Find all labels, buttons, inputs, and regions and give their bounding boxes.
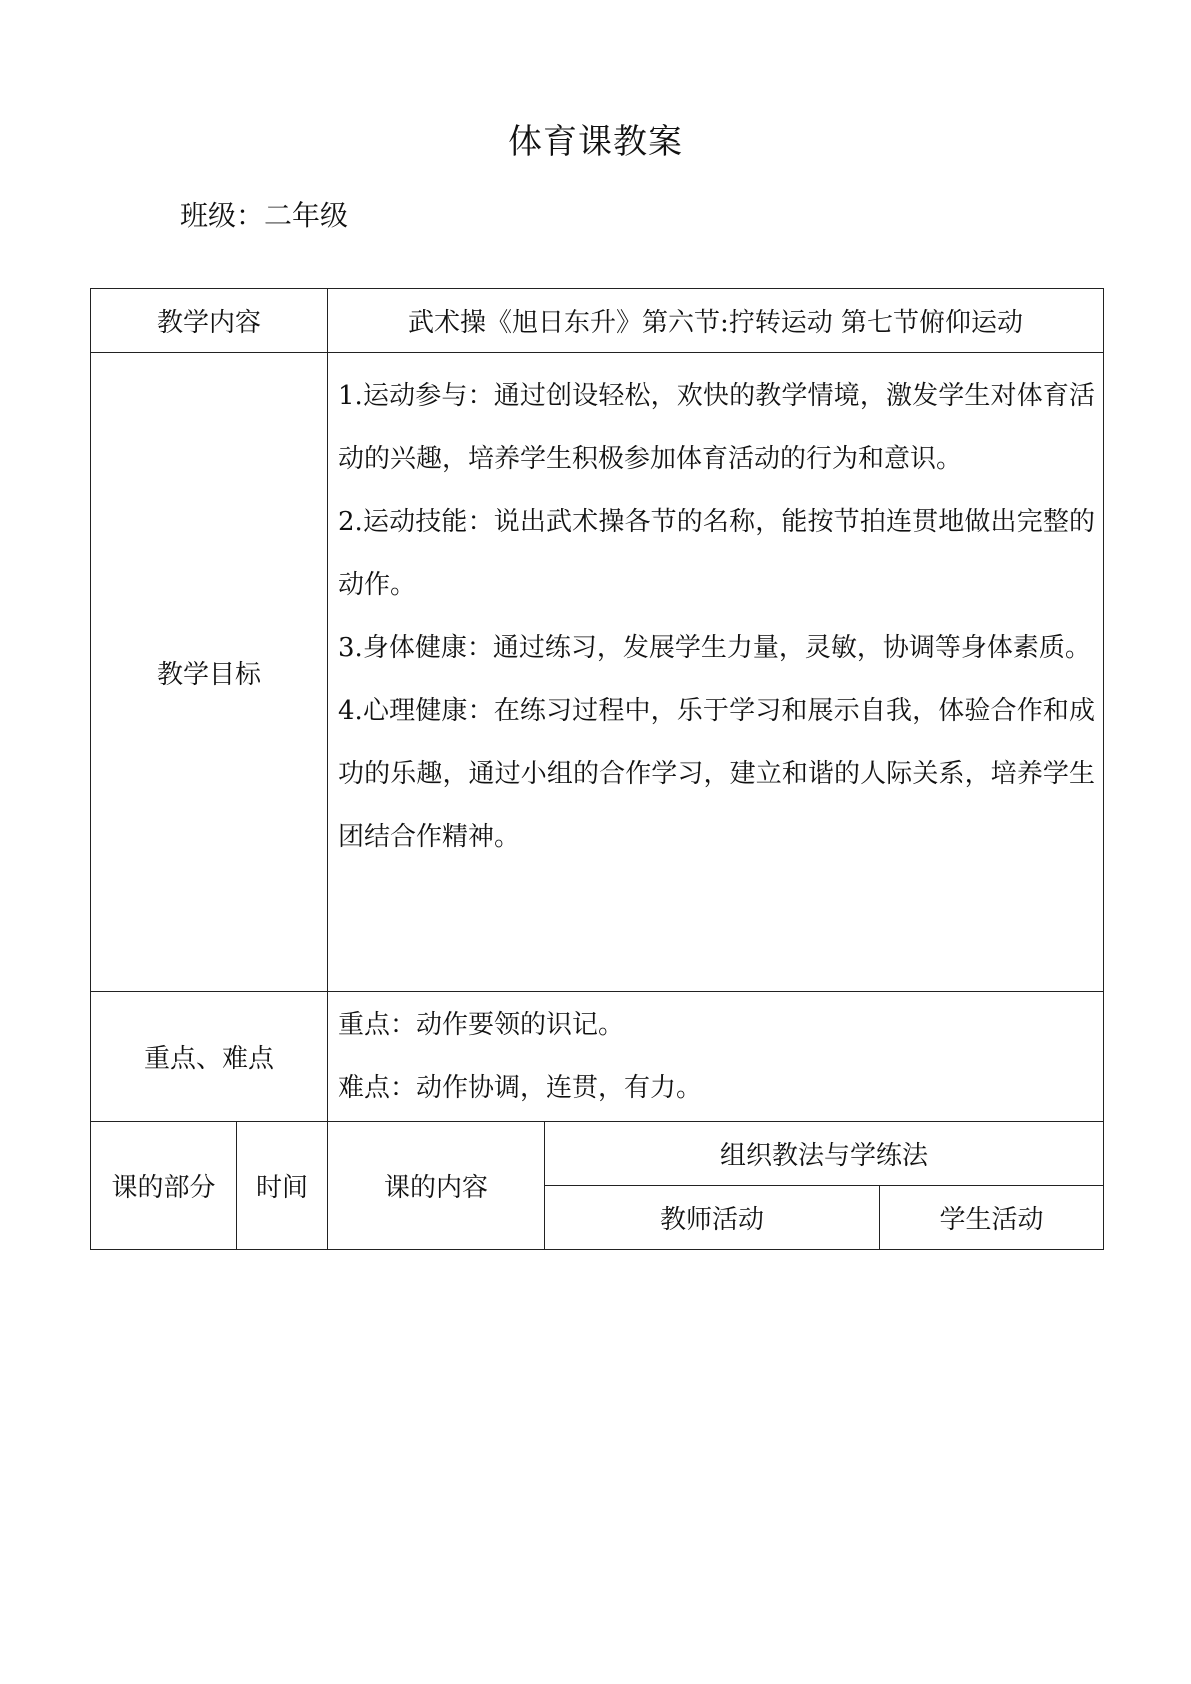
teaching-goals-row	[91, 353, 1104, 992]
header-methods: 组织教法与学练法	[545, 1122, 1104, 1186]
header-student-activity: 学生活动	[880, 1186, 1104, 1250]
lesson-header-row	[91, 1122, 1104, 1186]
teaching-goals-label: 教学目标	[91, 353, 328, 992]
document-title: 体育课教案	[508, 122, 683, 162]
goal-physical-health: 3.身体健康：通过练习，发展学生力量，灵敏，协调等身体素质。	[338, 633, 1091, 663]
teaching-content-value: 武术操《旭日东升》第六节:拧转运动 第七节俯仰运动	[328, 289, 1104, 353]
header-lesson-part: 课的部分	[91, 1122, 237, 1250]
goal-skills: 2.运动技能：说出武术操各节的名称，能按节拍连贯地做出完整的动作。	[338, 507, 1096, 600]
class-grade-line: 班级：二年级	[180, 199, 349, 232]
key-difficult-row	[91, 992, 1104, 1122]
goal-participation: 1.运动参与：通过创设轻松，欢快的教学情境，激发学生对体育活动的兴趣，培养学生积极参加体育活动的行为和意识。	[338, 381, 1096, 474]
header-time: 时间	[237, 1122, 328, 1250]
key-point: 重点：动作要领的识记。	[338, 1010, 625, 1040]
goal-mental-health: 4.心理健康：在练习过程中，乐于学习和展示自我，体验合作和成功的乐趣，通过小组的合作学习，建立和谐的人际关系，培养学生团结合作精神。	[338, 696, 1096, 852]
difficult-point: 难点：动作协调，连贯，有力。	[338, 1073, 703, 1103]
header-lesson-content: 课的内容	[328, 1122, 545, 1250]
lesson-plan-table	[90, 288, 1104, 1250]
key-difficult-label: 重点、难点	[91, 992, 328, 1122]
key-difficult-cell	[328, 992, 1104, 1122]
teaching-content-row	[91, 289, 1104, 353]
header-teacher-activity: 教师活动	[545, 1186, 880, 1250]
teaching-content-label: 教学内容	[91, 289, 328, 353]
teaching-goals-cell	[328, 353, 1104, 992]
